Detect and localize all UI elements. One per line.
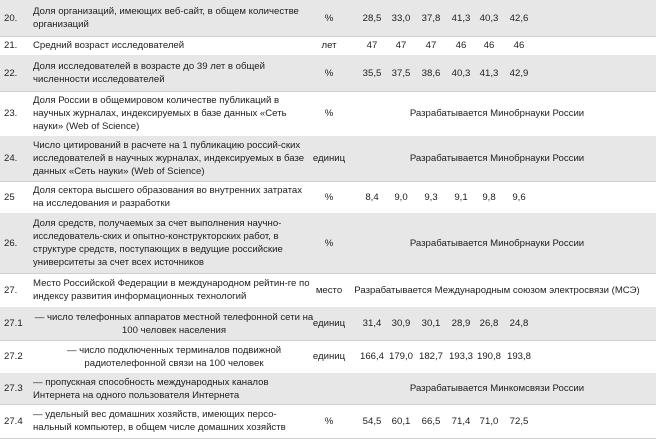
row-number: 22. <box>4 67 18 79</box>
table-row <box>0 340 656 373</box>
value-cell: 46 <box>513 40 525 51</box>
indicator-name: Доля сектора высшего образования во внутренних затратах на исследования и разработки <box>33 185 303 209</box>
value-cell: 30,9 <box>391 318 411 329</box>
unit-of-measure: место <box>315 284 343 296</box>
row-number: 27.4 <box>4 415 23 427</box>
row-number: 23. <box>4 108 18 119</box>
value-cell: 42,9 <box>509 67 529 79</box>
value-cell: 30,1 <box>421 318 441 329</box>
value-cell: 9,6 <box>512 191 526 203</box>
value-cell: 37,5 <box>391 67 411 79</box>
unit-of-measure: % <box>324 108 334 119</box>
indicator-name: Средний возраст исследователей <box>33 40 185 51</box>
unit-of-measure: % <box>324 415 334 427</box>
table-row <box>0 36 656 55</box>
value-cell: 47 <box>395 40 407 51</box>
value-cell: 47 <box>425 40 437 51</box>
value-cell: 179,0 <box>388 351 413 362</box>
source-note: Разрабатывается Международным союзом электросвязи (МСЭ) <box>354 284 640 296</box>
source-note: Разрабатывается Минобрнауки России <box>409 237 585 249</box>
table-row <box>0 91 656 136</box>
unit-of-measure: % <box>324 237 334 249</box>
source-note: Разрабатывается Минобрнауки России <box>409 108 585 119</box>
value-cell: 9,3 <box>424 191 438 203</box>
row-number: 27.2 <box>4 351 23 362</box>
indicator-name: Доля России в общемировом количестве публикаций в научных журналах, индексируемых в базе данных «Сеть науки» (Web of Science) <box>33 95 287 132</box>
value-cell: 31,4 <box>362 318 382 329</box>
value-cell: 71,0 <box>479 415 499 427</box>
table-row <box>0 307 656 340</box>
value-cell: 193,8 <box>506 351 531 362</box>
value-cell: 40,3 <box>479 12 499 24</box>
row-number: 20. <box>4 12 18 24</box>
row-number: 27.1 <box>4 318 23 329</box>
row-number: 25 <box>4 191 15 203</box>
table-row <box>0 136 656 181</box>
value-cell: 193,3 <box>448 351 473 362</box>
unit-of-measure: % <box>324 67 334 79</box>
value-cell: 166,4 <box>359 351 384 362</box>
value-cell: 42,6 <box>509 12 529 24</box>
row-number: 26. <box>4 237 18 249</box>
value-cell: 60,1 <box>391 415 411 427</box>
value-cell: 26,8 <box>479 318 499 329</box>
unit-of-measure: единиц <box>312 153 346 164</box>
indicator-name: — число телефонных аппаратов местной телефонной сети на 100 человек населения <box>34 311 314 336</box>
value-cell: 38,6 <box>421 67 441 79</box>
indicator-name: Место Российской Федерации в международном рейтин-ге по индексу развития информационных технологий <box>33 278 310 302</box>
indicator-name: Доля исследователей в возрасте до 39 лет в общей численности исследователей <box>33 61 265 85</box>
unit-of-measure: единиц <box>312 351 346 362</box>
value-cell: 37,8 <box>421 12 441 24</box>
value-cell: 33,0 <box>391 12 411 24</box>
indicator-name: Доля организаций, имеющих веб-сайт, в общем количестве организаций <box>33 6 299 30</box>
value-cell: 72,5 <box>509 415 529 427</box>
source-note: Разрабатывается Минобрнауки России <box>409 153 585 164</box>
unit-of-measure: % <box>324 191 334 203</box>
row-number: 27. <box>4 284 18 296</box>
table-row <box>0 55 656 91</box>
value-cell: 182,7 <box>418 351 443 362</box>
indicator-name: Доля средств, получаемых за счет выполнения научно-исследователь-ских и опытно-конструкторских работ, в структуре средств, поступающих в ведущие российские университеты за счет всех источников <box>33 218 283 268</box>
value-cell: 28,9 <box>451 318 471 329</box>
unit-of-measure: лет <box>321 40 337 51</box>
value-cell: 41,3 <box>479 67 499 79</box>
table-row <box>0 373 656 404</box>
value-cell: 41,3 <box>451 12 471 24</box>
value-cell: 46 <box>455 40 467 51</box>
unit-of-measure: % <box>324 12 334 24</box>
unit-of-measure: единиц <box>312 318 346 329</box>
value-cell: 28,5 <box>362 12 382 24</box>
value-cell: 54,5 <box>362 415 382 427</box>
table-row <box>0 181 656 213</box>
value-cell: 47 <box>366 40 378 51</box>
value-cell: 40,3 <box>451 67 471 79</box>
unit-of-measure <box>306 373 352 404</box>
value-cell: 71,4 <box>451 415 471 427</box>
source-note: Разрабатывается Минкомсвязи России <box>409 383 585 394</box>
value-cell: 35,5 <box>362 67 382 79</box>
table-row <box>0 404 656 438</box>
value-cell: 24,8 <box>509 318 529 329</box>
value-cell: 9,1 <box>454 191 468 203</box>
indicator-name: — число подключенных терминалов подвижной радиотелефонной связи на 100 человек <box>66 344 282 369</box>
value-cell: 190,8 <box>476 351 501 362</box>
value-cell: 9,0 <box>394 191 408 203</box>
value-cell: 9,8 <box>482 191 496 203</box>
indicator-name: Число цитирований в расчете на 1 публикацию россий-ских исследователей в научных журналах, индексируемых в базе данных «Сеть науки» (Web of Science) <box>33 140 305 177</box>
table-row <box>0 0 656 36</box>
indicator-name: — удельный вес домашних хозяйств, имеющих персо-нальный компьютер, в общем числе домашних хозяйств <box>33 409 286 433</box>
indicator-name: — пропускная способность международных каналов Интернета на одного пользователя Интернета <box>33 376 269 401</box>
row-number: 21. <box>4 40 18 51</box>
value-cell: 46 <box>483 40 495 51</box>
value-cell: 8,4 <box>365 191 379 203</box>
row-number: 27.3 <box>4 383 23 394</box>
row-number: 24. <box>4 153 18 164</box>
table-row <box>0 273 656 307</box>
table-row <box>0 213 656 273</box>
value-cell: 66,5 <box>421 415 441 427</box>
